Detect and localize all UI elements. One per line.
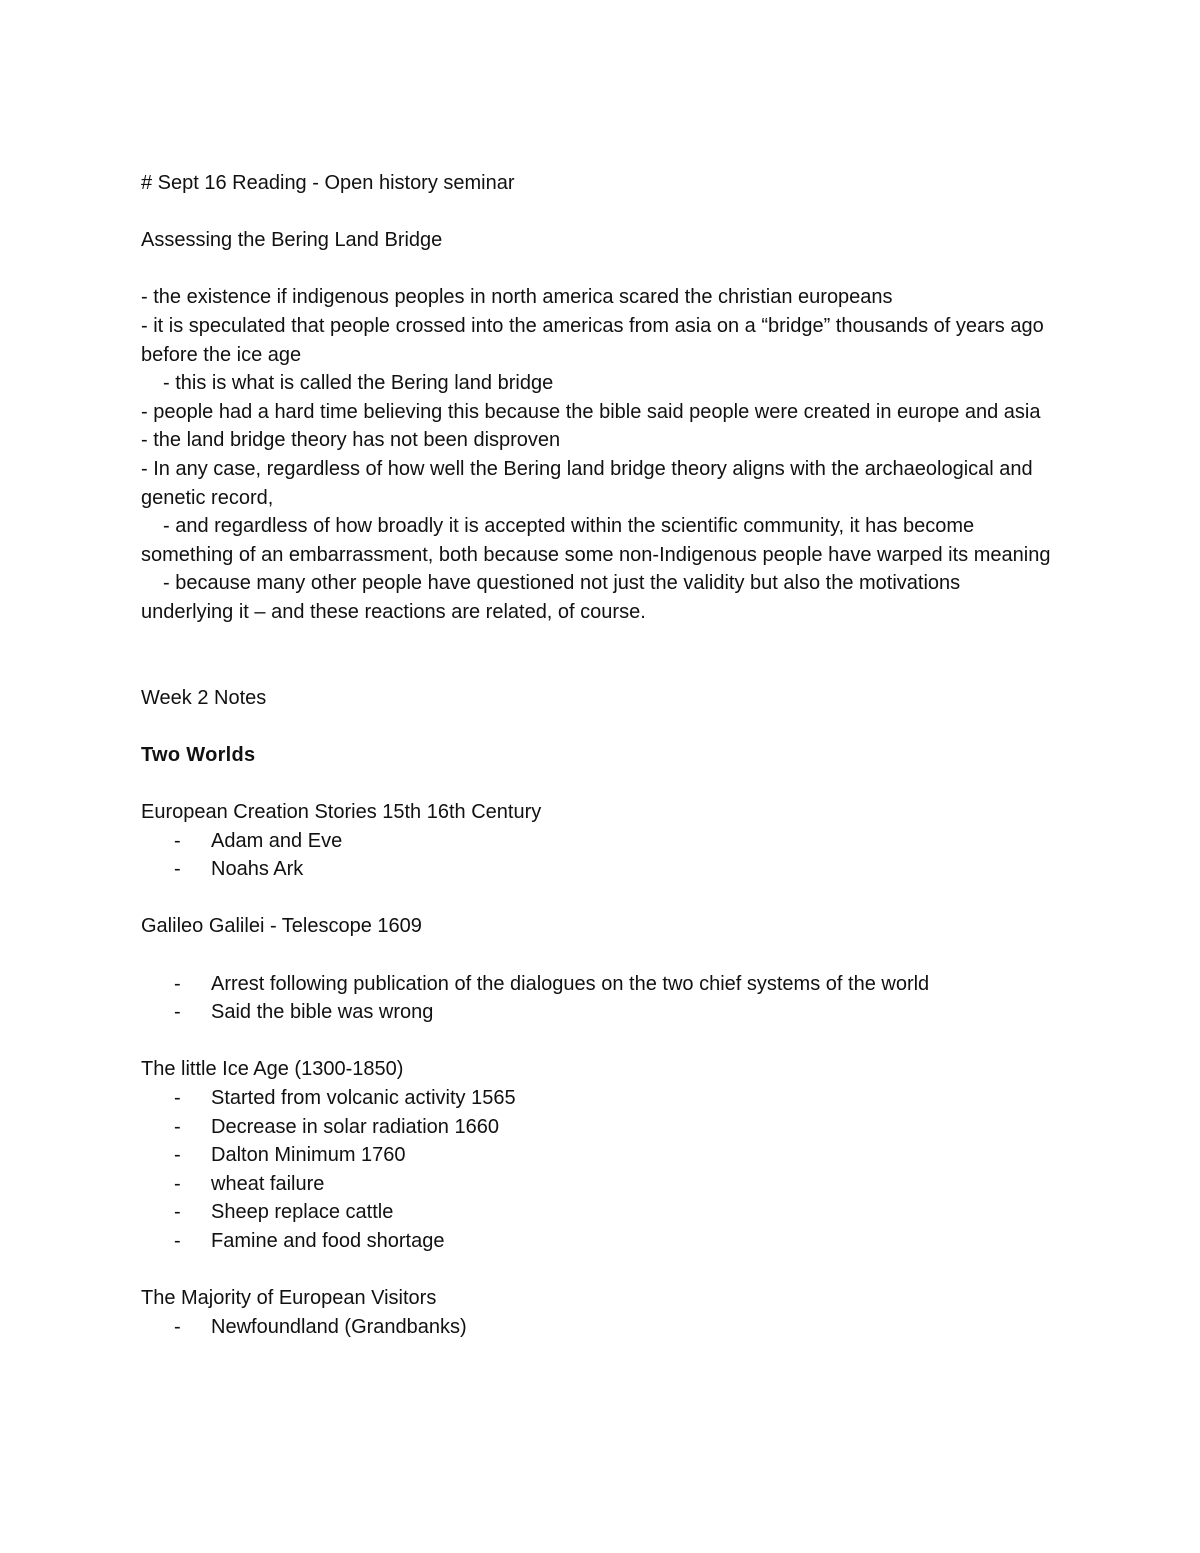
reading-note-sub [141,569,1051,626]
reading-note-sub: - this is what is called the Bering land bridge [163,372,554,395]
spacer [141,941,1051,970]
list-item-text: Decrease in solar radiation 1660 [211,1115,499,1138]
document-heading: # Sept 16 Reading - Open history seminar [141,172,515,194]
bullet-dash: - [174,1115,181,1138]
list-item-text: Sheep replace cattle [211,1201,394,1224]
list-item-text: Said the bible was wrong [211,1001,434,1024]
bullet-dash: - [174,1315,181,1338]
section-title-bering: Assessing the Bering Land Bridge [141,229,443,252]
list-item-text: wheat failure [211,1172,325,1195]
list-item [141,1113,1051,1142]
spacer [141,1256,1051,1285]
list-item [141,827,1051,856]
bullet-dash: - [174,1172,181,1195]
list-item-text: Noahs Ark [211,858,304,881]
list-item-text: Famine and food shortage [211,1229,445,1252]
reading-note: - the existence if indigenous peoples in north america scared the christian europeans [141,286,893,309]
list-item-text: Adam and Eve [211,829,343,852]
list-item-text: Arrest following publication of the dialogues on the two chief systems of the world [211,972,930,995]
spacer [141,255,1051,284]
list-item [141,998,1051,1027]
reading-note-sub-text: - because many other people have questioned not just the validity but also the motivations underlying it – and these reactions are related, of course. [141,572,966,623]
list-item [141,1084,1051,1113]
spacer [141,769,1051,798]
list-item [141,1170,1051,1199]
visitors-list [141,1313,1051,1342]
spacer [141,712,1051,741]
creation-title: European Creation Stories 15th 16th Century [141,801,542,824]
reading-note: - the land bridge theory has not been disproven [141,429,561,452]
spacer [141,1027,1051,1056]
document-page [141,169,1051,1341]
week-title: Week 2 Notes [141,686,267,709]
reading-note-sub [141,512,1051,569]
list-item [141,1141,1051,1170]
galileo-title: Galileo Galilei - Telescope 1609 [141,915,422,938]
bullet-dash: - [174,1144,181,1167]
bullet-dash: - [174,829,181,852]
visitors-title: The Majority of European Visitors [141,1287,437,1310]
bullet-dash: - [174,1229,181,1252]
list-item [141,1227,1051,1256]
list-item [141,1313,1051,1342]
list-item [141,1198,1051,1227]
creation-list [141,827,1051,884]
ice-age-title: The little Ice Age (1300-1850) [141,1058,404,1081]
reading-note: - In any case, regardless of how well the Bering land bridge theory aligns with the archaeological and genetic record, [141,457,1039,509]
galileo-list [141,970,1051,1027]
reading-note: - it is speculated that people crossed into the americas from asia on a “bridge” thousands of years ago before the ice age [141,314,1050,366]
bullet-dash: - [174,1001,181,1024]
bullet-dash: - [174,972,181,995]
list-item-text: Started from volcanic activity 1565 [211,1087,516,1109]
spacer [141,198,1051,227]
list-item-text: Dalton Minimum 1760 [211,1144,406,1167]
ice-age-list [141,1084,1051,1256]
bullet-dash: - [174,1201,181,1224]
bullet-dash: - [174,1087,181,1109]
list-item-text: Newfoundland (Grandbanks) [211,1315,467,1338]
reading-note: - people had a hard time believing this because the bible said people were created in europe and asia [141,400,1041,423]
bullet-dash: - [174,858,181,881]
spacer [141,627,1051,684]
spacer [141,884,1051,913]
list-item [141,855,1051,884]
bold-section-title: Two Worlds [141,743,256,766]
list-item [141,970,1051,999]
reading-note-sub-text: - and regardless of how broadly it is accepted within the scientific community, it has become something of an embarrassment, both because some non-Indigenous people have warped its meaning [141,515,1051,566]
